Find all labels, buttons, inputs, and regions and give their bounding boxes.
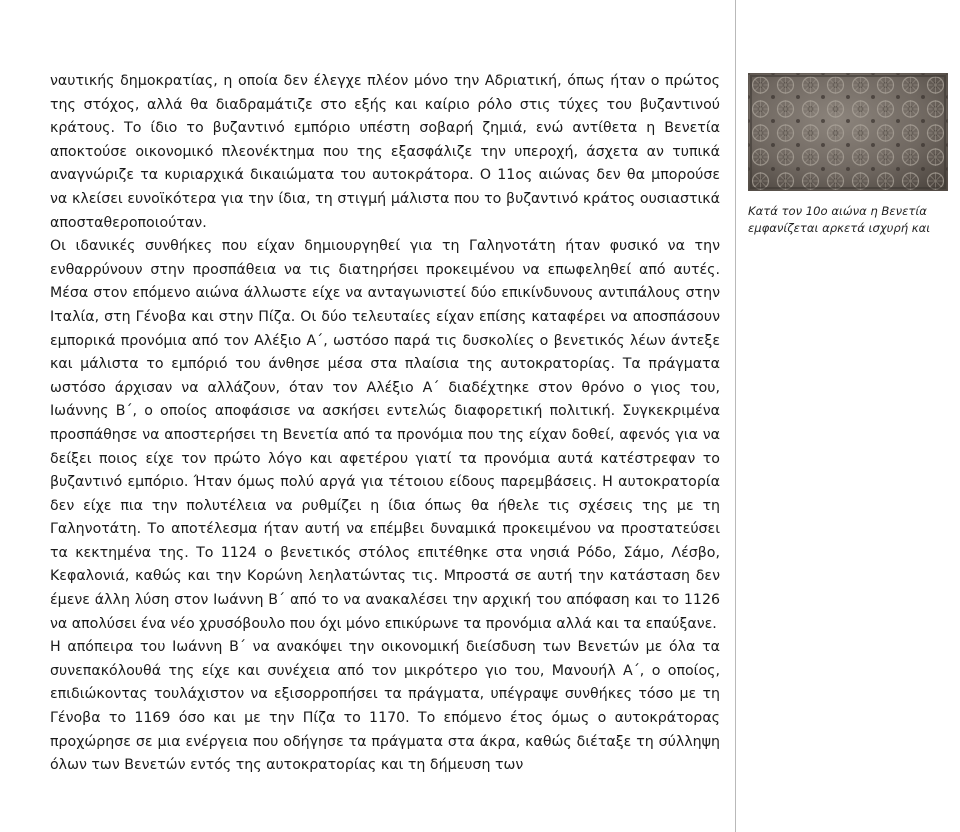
paragraph-2: Οι ιδανικές συνθήκες που είχαν δημιουργηθεί για τη Γαληνοτάτη ήταν φυσικό να την ενθαρρύνουν στην προσπάθεια να τις διατηρήσει προκειμένου να επωφεληθεί από αυτές. Μέσα στον επόμενο αιώνα άλλωστε είχε να ανταγωνιστεί δύο επικίνδυνους αντιπάλους στην Ιταλία, στη Γένοβα και στην Πίζα. Οι δύο τελευταίες είχαν επίσης καταφέρει να αποσπάσουν εμπορικά προνόμια από τον Αλέξιο Α΄, ωστόσο παρά τις δυσκολίες ο βενετικός λέων άντεξε και μάλιστα το εμπόριό του άνθησε μέσα στα πλαίσια της αυτοκρατορίας. Τα πράγματα ωστόσο άρχισαν να αλλάζουν, όταν τον Αλέξιο Α΄ διαδέχτηκε στον θρόνο ο γιος του, Ιωάννης Β΄, ο οποίος αποφάσισε να ασκήσει εντελώς διαφορετική πολιτική. Συγκεκριμένα προσπάθησε να αποστερήσει τη Βενετία από τα προνόμια που της είχαν δοθεί, αφενός για να δείξει ποιος είχε τον πρώτο λόγο και αφετέρου γιατί τα προνόμια αυτά κατέστρεφαν το βυζαντινό εμπόριο. Ήταν όμως πολύ αργά για τέτοιου είδους παρεμβάσεις. Η αυτοκρατορία δεν είχε πια την πολυτέλεια να ρυθμίζει η ίδια όπως θα ήθελε τις σχέσεις της με τη Γαληνοτάτη. Το αποτέλεσμα ήταν αυτή να επέμβει δυναμικά προκειμένου να προστατεύσει τα κεκτημένα της. Το 1124 ο βενετικός στόλος επιτέθηκε στα νησιά Ρόδο, Σάμο, Λέσβο, Κεφαλονιά, καθώς και την Κορώνη λεηλατώντας τις. Μπροστά σε αυτή την κατάσταση δεν έμενε άλλη λύση στον Ιωάννη Β΄ από το να ανακαλέσει την αρχική του απόφαση και το 1126 να απολύσει ένα νέο χρυσόβουλο που όχι μόνο επικύρωνε τα προνόμια αλλά και τα επαύξανε. (50, 238, 720, 632)
main-text-column (50, 70, 720, 778)
column-divider (735, 0, 736, 832)
carved-stone-relief-icon (748, 73, 948, 191)
paragraph-1: ναυτικής δημοκρατίας, η οποία δεν έλεγχε πλέον μόνο την Αδριατική, όπως ήταν ο πρώτος της στόχος, αλλά θα διαδραμάτιζε στο εξής και καίριο ρόλο στις τύχες του βυζαντινού κράτους. Το ίδιο το βυζαντινό εμπόριο υπέστη σοβαρή ζημιά, ενώ αντίθετα η Βενετία αποκτούσε οικονομικό πλεονέκτημα που της εξασφάλιζε την υπεροχή, άσχετα αν τυπικά αναγνώριζε τα κυριαρχικά δικαιώματα του αυτοκράτορα. Ο 11ος αιώνας δεν θα μπορούσε να κλείσει ευνοϊκότερα για την ίδια, τη στιγμή μάλιστα που το βυζαντινό κράτος ουσιαστικά αποσταθεροποιούταν. (50, 73, 720, 231)
paragraph-3: Η απόπειρα του Ιωάννη Β΄ να ανακόψει την οικονομική διείσδυση των Βενετών με όλα τα συνεπακόλουθά της είχε και συνέχεια από τον μικρότερο γιο του, Μανουήλ Α΄, ο οποίος, επιδιώκοντας τουλάχιστον να εξισορροπήσει τα πράγματα, υπέγραψε συνθήκες τόσο με τη Γένοβα το 1169 όσο και με την Πίζα το 1170. Το επόμενο έτος όμως ο αυτοκράτορας προχώρησε σε μια ενέργεια που οδήγησε τα πράγματα στα άκρα, καθώς διέταξε τη σύλληψη όλων των Βενετών εντός της αυτοκρατορίας και τη δήμευση των (50, 639, 720, 774)
image-caption: Κατά τον 10ο αιώνα η Βενετία εμφανίζεται αρκετά ισχυρή και (748, 204, 931, 235)
sidebar (748, 73, 948, 237)
